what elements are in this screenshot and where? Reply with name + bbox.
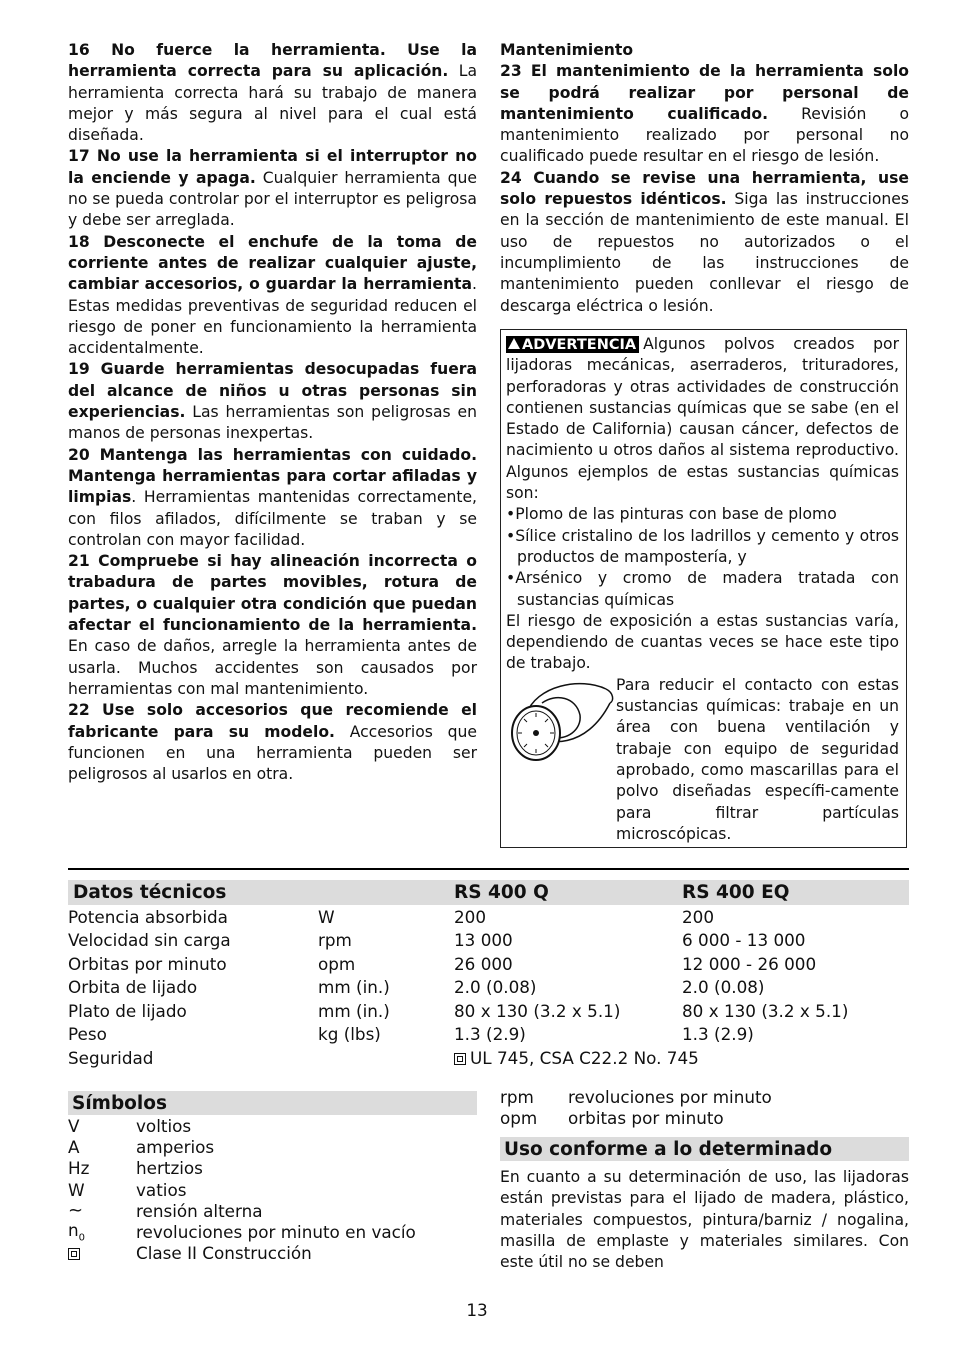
rule-18: 18 Desconecte el enchufe de la toma de corriente antes de realizar cualquier ajuste, cambiar accesorios, o guardar la herramienta. Estas medidas preventivas de seguridad reducen el riesgo de poner en funcionamiento la herramienta accidentalmente.	[68, 232, 477, 358]
table-row-safety: Seguridad UL 745, CSA C22.2 No. 745	[68, 1047, 699, 1068]
symbols-right	[500, 1086, 909, 1129]
rule-19: 19 Guarde herramientas desocupadas fuera del alcance de niños u otras personas sin experiencias. Las herramientas son peligrosas en manos de personas inexpertas.	[68, 360, 477, 443]
list-item: $n_0$ revoluciones por minuto en vacío	[68, 1220, 416, 1244]
list-item: rpm revoluciones por minuto	[500, 1086, 772, 1107]
rule-17: 17 No use la herramienta si el interruptor no la enciende y apaga. Cualquier herramienta que no se pueda controlar por el interruptor es peligrosa y debe ser arreglada.	[68, 147, 477, 230]
alternating-current-icon: ~	[68, 1200, 84, 1222]
warning-badge: ADVERTENCIA	[506, 336, 639, 353]
warning-box	[500, 329, 907, 848]
rule-16: 16 No fuerce la herramienta. Use la herramienta correcta para su aplicación. La herramienta correcta hará su trabajo de manera mejor y más segura al nivel para el cual está diseñada.	[68, 41, 478, 145]
intended-use-text: En cuanto a su determinación de uso, las lijadoras están previstas para el lijado de madera, plástico, materiales compuestos, pintura/barniz / nogalina, masilla de emplaste y materiales similares. Con este útil no se deben	[500, 1168, 909, 1272]
list-item: opm orbitas por minuto	[500, 1107, 724, 1128]
symbols-section	[68, 1091, 477, 1264]
dust-mask-icon	[506, 675, 616, 767]
tech-header: Datos técnicos RS 400 Q RS 400 EQ	[68, 880, 909, 905]
rule-24: 24 Cuando se revise una herramienta, use solo repuestos idénticos. Siga las instrucciones en la sección de mantenimiento de este manual. El uso de repuestos no autorizados o el incumplimiento de las instrucciones de mantenimiento pueden conllevar el riesgo de descarga eléctrica o lesión.	[500, 168, 909, 315]
warning-bullet: •Plomo de las pinturas con base de plomo	[506, 505, 837, 524]
rule-20: 20 Mantenga las herramientas con cuidado. Mantenga herramientas para cortar afiladas y limpias. Herramientas mantenidas correctamente, con filos afilados, difícilmente se traban y se controlan con mayor facilidad.	[68, 445, 477, 549]
list-item: ~ rensión alterna	[68, 1200, 263, 1222]
warning-intro: ADVERTENCIA Algunos polvos creados por lijadoras mecánicas, aserraderos, trituradores, perforadoras y otras actividades de construcción contienen sustancias químicas que se sabe (en el Estado de California) causan cáncer, defectos de nacimiento u otros daños al sistema reproductivo. Algunos ejemplos de estas sustancias químicas son:	[506, 335, 899, 503]
warning-risk: El riesgo de exposición a estas sustancias varía, dependiendo de cuantas veces se hace este tipo de trabajo.	[506, 611, 899, 673]
class-ii-icon	[454, 1053, 466, 1065]
list-item: V voltios	[68, 1115, 192, 1136]
page-number: 13	[466, 1300, 488, 1320]
maintenance-heading: Mantenimiento	[500, 41, 634, 59]
rule-22: 22 Use solo accesorios que recomiende el fabricante para su modelo. Accesorios que funcionen en una herramienta pueden ser peligrosos al usarlos en otra.	[68, 701, 478, 784]
tech-data-table	[68, 880, 909, 1070]
right-column	[500, 40, 909, 317]
symbols-heading: Símbolos	[68, 1091, 477, 1115]
intended-use-section	[500, 1137, 909, 1273]
list-item: Hz hertzios	[68, 1158, 203, 1179]
section-divider	[68, 868, 909, 870]
warning-reduce: Para reducir el contacto con estas sustancias químicas: trabaje en un área con buena ventilación y trabaje con equipo de seguridad aprobado, como mascarillas para el polvo diseñadas específi-camente para filtrar partículas microscópicas.	[616, 675, 899, 843]
left-column	[68, 40, 477, 785]
warning-triangle-icon	[508, 338, 520, 349]
class-ii-icon	[68, 1248, 80, 1260]
intended-use-heading: Uso conforme a lo determinado	[500, 1137, 909, 1161]
mask-row	[506, 675, 899, 845]
table-row: Peso kg (lbs) 1.3 (2.9) 1.3 (2.9)	[68, 1024, 754, 1045]
warning-bullet: •Sílice cristalino de los ladrillos y cemento y otros productos de mampostería, y	[506, 526, 899, 566]
no-load-speed-symbol: $n_0$	[68, 1220, 86, 1244]
rule-23: 23 El mantenimiento de la herramienta solo se podrá realizar por personal de mantenimiento cualificado. Revisión o mantenimiento realizado por personal no cualificado puede resultar en el riesgo de lesión.	[500, 62, 909, 166]
list-item: W vatios	[68, 1179, 187, 1200]
table-row: Plato de lijado mm (in.) 80 x 130 (3.2 x 5.1) 80 x 130 (3.2 x 5.1)	[68, 1000, 849, 1021]
table-row: Orbita de lijado mm (in.) 2.0 (0.08) 2.0 (0.08)	[68, 977, 765, 998]
list-item: A amperios	[68, 1136, 215, 1157]
table-row: Velocidad sin carga rpm 13 000 6 000 - 13 000	[68, 930, 806, 951]
table-row: Orbitas por minuto opm 26 000 12 000 - 26 000	[68, 953, 817, 974]
table-row: Potencia absorbida W 200 200	[68, 906, 715, 927]
list-item: Clase II Construcción	[68, 1243, 477, 1264]
rule-21: 21 Compruebe si hay alineación incorrecta o trabadura de partes movibles, rotura de partes, o cualquier otra condición que puedan afectar el funcionamiento de la herramienta. En caso de daños, arregle la herramienta antes de usarla. Muchos accidentes son causados por herramientas con mal mantenimiento.	[68, 552, 477, 698]
warning-bullet: •Arsénico y cromo de madera tratada con sustancias químicas	[506, 569, 899, 609]
